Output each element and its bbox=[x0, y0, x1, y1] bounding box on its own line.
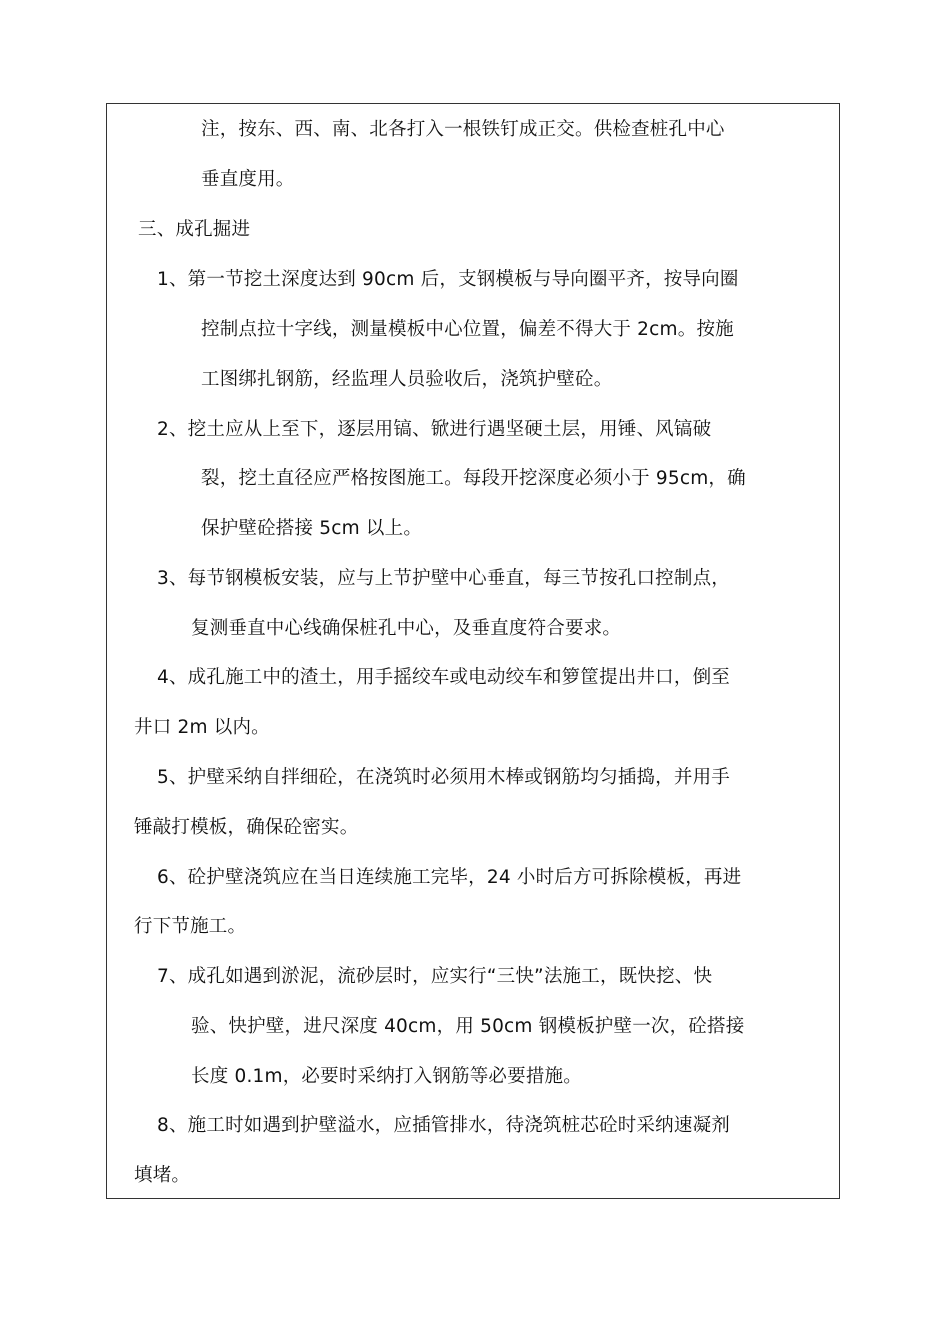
text-line: 填堵。 bbox=[134, 1165, 191, 1186]
section-heading: 三、成孔掘进 bbox=[138, 219, 251, 240]
text-line: 裂，挖土直径应严格按图施工。每段开挖深度必须小于 95cm，确 bbox=[201, 468, 746, 489]
text-line: 注，按东、西、南、北各打入一根铁钉成正交。供检查桩孔中心 bbox=[201, 119, 725, 140]
text-line: 长度 0.1m，必要时采纳打入钢筋等必要措施。 bbox=[191, 1066, 582, 1087]
text-line: 保护壁砼搭接 5cm 以上。 bbox=[201, 518, 423, 539]
text-line: 工图绑扎钢筋，经监理人员验收后，浇筑护壁砼。 bbox=[201, 369, 613, 390]
text-line: 控制点拉十字线，测量模板中心位置，偏差不得大于 2cm。按施 bbox=[201, 319, 734, 340]
text-line: 8、施工时如遇到护壁溢水，应插管排水，待浇筑桩芯砼时采纳速凝剂 bbox=[157, 1115, 730, 1136]
text-line: 1、第一节挖土深度达到 90cm 后，支钢模板与导向圈平齐，按导向圈 bbox=[157, 269, 739, 290]
text-line: 验、快护壁，进尺深度 40cm，用 50cm 钢模板护壁一次，砼搭接 bbox=[191, 1016, 745, 1037]
text-line: 6、砼护壁浇筑应在当日连续施工完毕，24 小时后方可拆除模板，再进 bbox=[157, 867, 742, 888]
text-line: 行下节施工。 bbox=[134, 916, 247, 937]
text-line: 3、每节钢模板安装，应与上节护壁中心垂直，每三节按孔口控制点， bbox=[157, 568, 730, 589]
text-line: 7、成孔如遇到淤泥，流砂层时，应实行“三快”法施工，既快挖、快 bbox=[157, 966, 713, 987]
text-line: 井口 2m 以内。 bbox=[134, 717, 270, 738]
text-line: 复测垂直中心线确保桩孔中心，及垂直度符合要求。 bbox=[191, 618, 622, 639]
text-line: 4、成孔施工中的渣土，用手摇绞车或电动绞车和箩筐提出井口，倒至 bbox=[157, 667, 730, 688]
text-line: 2、挖土应从上至下，逐层用镐、锨进行遇坚硬土层，用锤、风镐破 bbox=[157, 419, 712, 440]
text-line: 5、护壁采纳自拌细砼，在浇筑时必须用木棒或钢筋均匀插捣，并用手 bbox=[157, 767, 730, 788]
text-line: 锤敲打模板，确保砼密实。 bbox=[134, 817, 359, 838]
text-line: 垂直度用。 bbox=[201, 169, 295, 190]
